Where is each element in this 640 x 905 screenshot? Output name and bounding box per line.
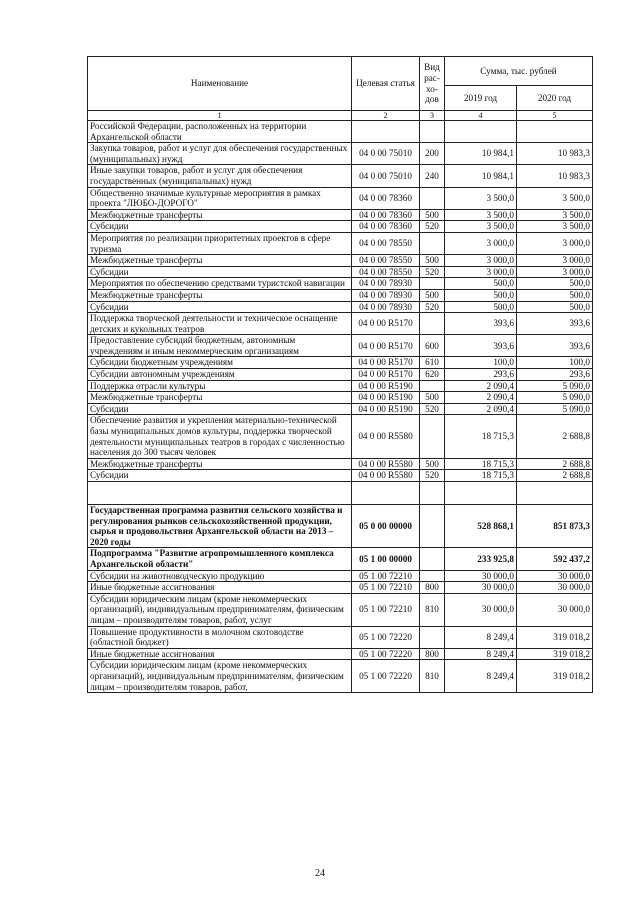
row-target-code: 04 0 00 R5580 xyxy=(352,470,420,482)
row-amount-2020: 30 000,0 xyxy=(517,593,593,626)
row-name: Обеспечение развития и укрепления материально-технической базы муниципальных домов культуры, поддержка творческой деятельности муниципальных театров в городах с численностью населения до 300 тысяч человек xyxy=(88,415,352,458)
row-expense-type xyxy=(420,232,445,254)
row-amount-2019: 528 868,1 xyxy=(445,505,517,548)
row-name: Закупка товаров, работ и услуг для обеспечения государственных (муниципальных) нужд xyxy=(88,143,352,165)
row-expense-type xyxy=(420,278,445,290)
row-name: Повышение продуктивности в молочном скотоводстве (областной бюджет) xyxy=(88,626,352,648)
row-name: Иные закупки товаров, работ и услуг для обеспечения государственных (муниципальных) нужд xyxy=(88,165,352,187)
header-target: Целевая статья xyxy=(352,57,420,111)
row-name: Субсидии автономным учреждениям xyxy=(88,369,352,381)
row-amount-2020: 5 090,0 xyxy=(517,380,593,392)
table-row xyxy=(88,255,593,267)
row-expense-type xyxy=(420,187,445,209)
row-target-code: 04 0 00 78360 xyxy=(352,187,420,209)
row-amount-2020: 3 000,0 xyxy=(517,255,593,267)
table-row xyxy=(88,278,593,290)
row-target-code: 05 1 00 72210 xyxy=(352,582,420,594)
table-row xyxy=(88,470,593,482)
budget-table xyxy=(87,56,593,693)
table-row xyxy=(88,221,593,233)
row-expense-type: 520 xyxy=(420,221,445,233)
row-name: Субсидии юридическим лицам (кроме некоммерческих организаций), индивидуальным предпринимателям, физическим лицам – производителям товаров, работ, xyxy=(88,660,352,693)
row-expense-type xyxy=(420,121,445,143)
row-target-code: 05 0 00 00000 xyxy=(352,505,420,548)
row-target-code: 04 0 00 R5190 xyxy=(352,392,420,404)
row-name: Поддержка отрасли культуры xyxy=(88,380,352,392)
row-target-code: 04 0 00 R5190 xyxy=(352,403,420,415)
row-target-code: 04 0 00 R5580 xyxy=(352,415,420,458)
row-amount-2020: 30 000,0 xyxy=(517,582,593,594)
row-amount-2019: 3 000,0 xyxy=(445,255,517,267)
row-name: Межбюджетные трансферты xyxy=(88,289,352,301)
row-name: Подпрограмма "Развитие агропромышленного комплекса Архангельской области" xyxy=(88,548,352,570)
table-row xyxy=(88,648,593,660)
row-expense-type xyxy=(420,570,445,582)
row-amount-2019: 10 984,1 xyxy=(445,143,517,165)
row-target-code: 04 0 00 75010 xyxy=(352,165,420,187)
row-amount-2020: 851 873,3 xyxy=(517,505,593,548)
table-row xyxy=(88,369,593,381)
row-expense-type xyxy=(420,505,445,548)
row-amount-2019: 30 000,0 xyxy=(445,582,517,594)
row-target-code: 04 0 00 75010 xyxy=(352,143,420,165)
row-target-code: 04 0 00 R5170 xyxy=(352,313,420,335)
table-row xyxy=(88,548,593,570)
row-amount-2020: 30 000,0 xyxy=(517,570,593,582)
row-name: Государственная программа развития сельского хозяйства и регулирования рынков сельскохозяйственной продукции, сырья и продовольствия Архангельской области на 2013 – 2020 годы xyxy=(88,505,352,548)
row-name: Мероприятия по реализации приоритетных проектов в сфере туризма xyxy=(88,232,352,254)
table-row xyxy=(88,313,593,335)
row-target-code: 04 0 00 R5170 xyxy=(352,369,420,381)
header-vid: Вид рас-хо-дов xyxy=(420,57,445,111)
row-name: Межбюджетные трансферты xyxy=(88,255,352,267)
row-name: Субсидии xyxy=(88,266,352,278)
row-name: Субсидии бюджетным учреждениям xyxy=(88,357,352,369)
row-amount-2020: 2 688,8 xyxy=(517,470,593,482)
table-body xyxy=(88,121,593,693)
row-target-code: 04 0 00 78360 xyxy=(352,209,420,221)
row-expense-type xyxy=(420,415,445,458)
row-name: Субсидии xyxy=(88,301,352,313)
row-expense-type: 520 xyxy=(420,301,445,313)
row-amount-2020: 3 500,0 xyxy=(517,221,593,233)
table-row xyxy=(88,143,593,165)
row-amount-2019: 500,0 xyxy=(445,289,517,301)
row-amount-2019: 100,0 xyxy=(445,357,517,369)
row-amount-2019 xyxy=(445,482,517,505)
row-name xyxy=(88,482,352,505)
column-number: 4 xyxy=(445,111,517,121)
table-row xyxy=(88,209,593,221)
row-amount-2020: 2 688,8 xyxy=(517,458,593,470)
row-expense-type: 610 xyxy=(420,357,445,369)
row-expense-type: 810 xyxy=(420,593,445,626)
row-expense-type: 200 xyxy=(420,143,445,165)
table-row xyxy=(88,380,593,392)
row-amount-2020: 3 000,0 xyxy=(517,232,593,254)
row-expense-type xyxy=(420,380,445,392)
row-target-code: 04 0 00 R5190 xyxy=(352,380,420,392)
table-row xyxy=(88,187,593,209)
row-amount-2020: 5 090,0 xyxy=(517,403,593,415)
table-row xyxy=(88,403,593,415)
table-row xyxy=(88,357,593,369)
row-target-code: 04 0 00 78550 xyxy=(352,255,420,267)
column-number: 3 xyxy=(420,111,445,121)
row-expense-type: 620 xyxy=(420,369,445,381)
row-amount-2019: 293,6 xyxy=(445,369,517,381)
row-target-code: 05 1 00 72220 xyxy=(352,648,420,660)
row-amount-2020: 3 500,0 xyxy=(517,209,593,221)
row-amount-2020: 2 688,8 xyxy=(517,415,593,458)
row-amount-2019: 30 000,0 xyxy=(445,570,517,582)
row-amount-2020: 5 090,0 xyxy=(517,392,593,404)
row-expense-type: 520 xyxy=(420,266,445,278)
row-target-code xyxy=(352,482,420,505)
row-expense-type: 520 xyxy=(420,403,445,415)
table-row xyxy=(88,593,593,626)
table-row xyxy=(88,121,593,143)
row-amount-2019: 393,6 xyxy=(445,335,517,357)
row-expense-type: 500 xyxy=(420,458,445,470)
row-target-code: 04 0 00 78550 xyxy=(352,266,420,278)
row-amount-2019: 30 000,0 xyxy=(445,593,517,626)
row-target-code: 04 0 00 78360 xyxy=(352,221,420,233)
row-expense-type: 500 xyxy=(420,289,445,301)
row-name: Субсидии юридическим лицам (кроме некоммерческих организаций), индивидуальным предпринимателям, физическим лицам – производителям товаров, работ, услуг xyxy=(88,593,352,626)
row-amount-2019: 8 249,4 xyxy=(445,648,517,660)
row-expense-type: 520 xyxy=(420,470,445,482)
table-row xyxy=(88,289,593,301)
column-number: 2 xyxy=(352,111,420,121)
row-expense-type: 500 xyxy=(420,209,445,221)
row-amount-2020: 3 000,0 xyxy=(517,266,593,278)
row-name: Субсидии xyxy=(88,221,352,233)
row-target-code: 04 0 00 R5580 xyxy=(352,458,420,470)
row-target-code xyxy=(352,121,420,143)
column-number: 5 xyxy=(517,111,593,121)
row-amount-2020: 393,6 xyxy=(517,335,593,357)
row-amount-2020: 3 500,0 xyxy=(517,187,593,209)
row-name: Межбюджетные трансферты xyxy=(88,458,352,470)
row-amount-2020: 319 018,2 xyxy=(517,660,593,693)
row-amount-2020: 293,6 xyxy=(517,369,593,381)
header-name: Наименование xyxy=(88,57,352,111)
page-number: 24 xyxy=(315,868,325,879)
row-target-code: 04 0 00 78550 xyxy=(352,232,420,254)
row-name: Субсидии xyxy=(88,470,352,482)
header-2019: 2019 год xyxy=(445,86,517,111)
row-amount-2019: 2 090,4 xyxy=(445,380,517,392)
row-amount-2020 xyxy=(517,482,593,505)
table-row xyxy=(88,165,593,187)
row-amount-2020: 10 983,3 xyxy=(517,165,593,187)
row-name: Субсидии xyxy=(88,403,352,415)
row-name: Российской Федерации, расположенных на территории Архангельской области xyxy=(88,121,352,143)
header-sum: Сумма, тыс. рублей xyxy=(445,57,593,86)
row-target-code: 05 1 00 00000 xyxy=(352,548,420,570)
table-row xyxy=(88,505,593,548)
row-amount-2019: 2 090,4 xyxy=(445,392,517,404)
row-amount-2019: 3 500,0 xyxy=(445,221,517,233)
row-name: Иные бюджетные ассигнования xyxy=(88,648,352,660)
row-name: Предоставление субсидий бюджетным, автономным учреждениям и иным некоммерческим организациям xyxy=(88,335,352,357)
table-row xyxy=(88,232,593,254)
table-row xyxy=(88,570,593,582)
table-row xyxy=(88,626,593,648)
row-target-code: 05 1 00 72210 xyxy=(352,570,420,582)
row-target-code: 04 0 00 78930 xyxy=(352,289,420,301)
row-name: Субсидии на животноводческую продукцию xyxy=(88,570,352,582)
row-name: Межбюджетные трансферты xyxy=(88,209,352,221)
row-amount-2019: 3 000,0 xyxy=(445,232,517,254)
row-name: Межбюджетные трансферты xyxy=(88,392,352,404)
table-row xyxy=(88,458,593,470)
row-amount-2020: 592 437,2 xyxy=(517,548,593,570)
row-expense-type: 810 xyxy=(420,660,445,693)
row-target-code: 05 1 00 72210 xyxy=(352,593,420,626)
row-amount-2019: 10 984,1 xyxy=(445,165,517,187)
row-amount-2019: 500,0 xyxy=(445,278,517,290)
row-expense-type: 500 xyxy=(420,392,445,404)
row-amount-2020: 319 018,2 xyxy=(517,648,593,660)
row-expense-type xyxy=(420,548,445,570)
table-row xyxy=(88,266,593,278)
header-2020: 2020 год xyxy=(517,86,593,111)
table-row xyxy=(88,582,593,594)
table-row xyxy=(88,392,593,404)
row-expense-type: 240 xyxy=(420,165,445,187)
row-target-code: 04 0 00 R5170 xyxy=(352,335,420,357)
row-amount-2020: 319 018,2 xyxy=(517,626,593,648)
row-expense-type: 500 xyxy=(420,255,445,267)
row-amount-2019: 233 925,8 xyxy=(445,548,517,570)
table-row xyxy=(88,301,593,313)
row-amount-2019: 8 249,4 xyxy=(445,660,517,693)
row-target-code: 04 0 00 78930 xyxy=(352,278,420,290)
row-amount-2019: 3 500,0 xyxy=(445,187,517,209)
row-amount-2019: 3 500,0 xyxy=(445,209,517,221)
row-expense-type: 600 xyxy=(420,335,445,357)
row-target-code: 04 0 00 R5170 xyxy=(352,357,420,369)
row-expense-type xyxy=(420,313,445,335)
row-name: Общественно значимые культурные мероприятия в рамках проекта "ЛЮБО-ДОРОГО" xyxy=(88,187,352,209)
row-target-code: 04 0 00 78930 xyxy=(352,301,420,313)
table-row xyxy=(88,660,593,693)
row-amount-2020: 393,6 xyxy=(517,313,593,335)
row-name: Мероприятия по обеспечению средствами туристской навигации xyxy=(88,278,352,290)
row-amount-2020: 500,0 xyxy=(517,278,593,290)
row-amount-2019: 18 715,3 xyxy=(445,415,517,458)
row-amount-2019 xyxy=(445,121,517,143)
row-amount-2020: 500,0 xyxy=(517,301,593,313)
row-target-code: 05 1 00 72220 xyxy=(352,660,420,693)
row-amount-2019: 18 715,3 xyxy=(445,470,517,482)
table-row xyxy=(88,415,593,458)
row-expense-type xyxy=(420,482,445,505)
row-name: Поддержка творческой деятельности и техническое оснащение детских и кукольных театров xyxy=(88,313,352,335)
row-amount-2019: 2 090,4 xyxy=(445,403,517,415)
row-amount-2019: 18 715,3 xyxy=(445,458,517,470)
row-target-code: 05 1 00 72220 xyxy=(352,626,420,648)
row-expense-type: 800 xyxy=(420,648,445,660)
row-amount-2019: 8 249,4 xyxy=(445,626,517,648)
row-amount-2019: 393,6 xyxy=(445,313,517,335)
row-amount-2020: 10 983,3 xyxy=(517,143,593,165)
row-expense-type: 800 xyxy=(420,582,445,594)
row-amount-2020: 100,0 xyxy=(517,357,593,369)
table-row xyxy=(88,335,593,357)
row-amount-2019: 500,0 xyxy=(445,301,517,313)
table-row xyxy=(88,482,593,505)
column-number: 1 xyxy=(88,111,352,121)
row-amount-2020 xyxy=(517,121,593,143)
row-name: Иные бюджетные ассигнования xyxy=(88,582,352,594)
row-amount-2019: 3 000,0 xyxy=(445,266,517,278)
row-amount-2020: 500,0 xyxy=(517,289,593,301)
row-expense-type xyxy=(420,626,445,648)
